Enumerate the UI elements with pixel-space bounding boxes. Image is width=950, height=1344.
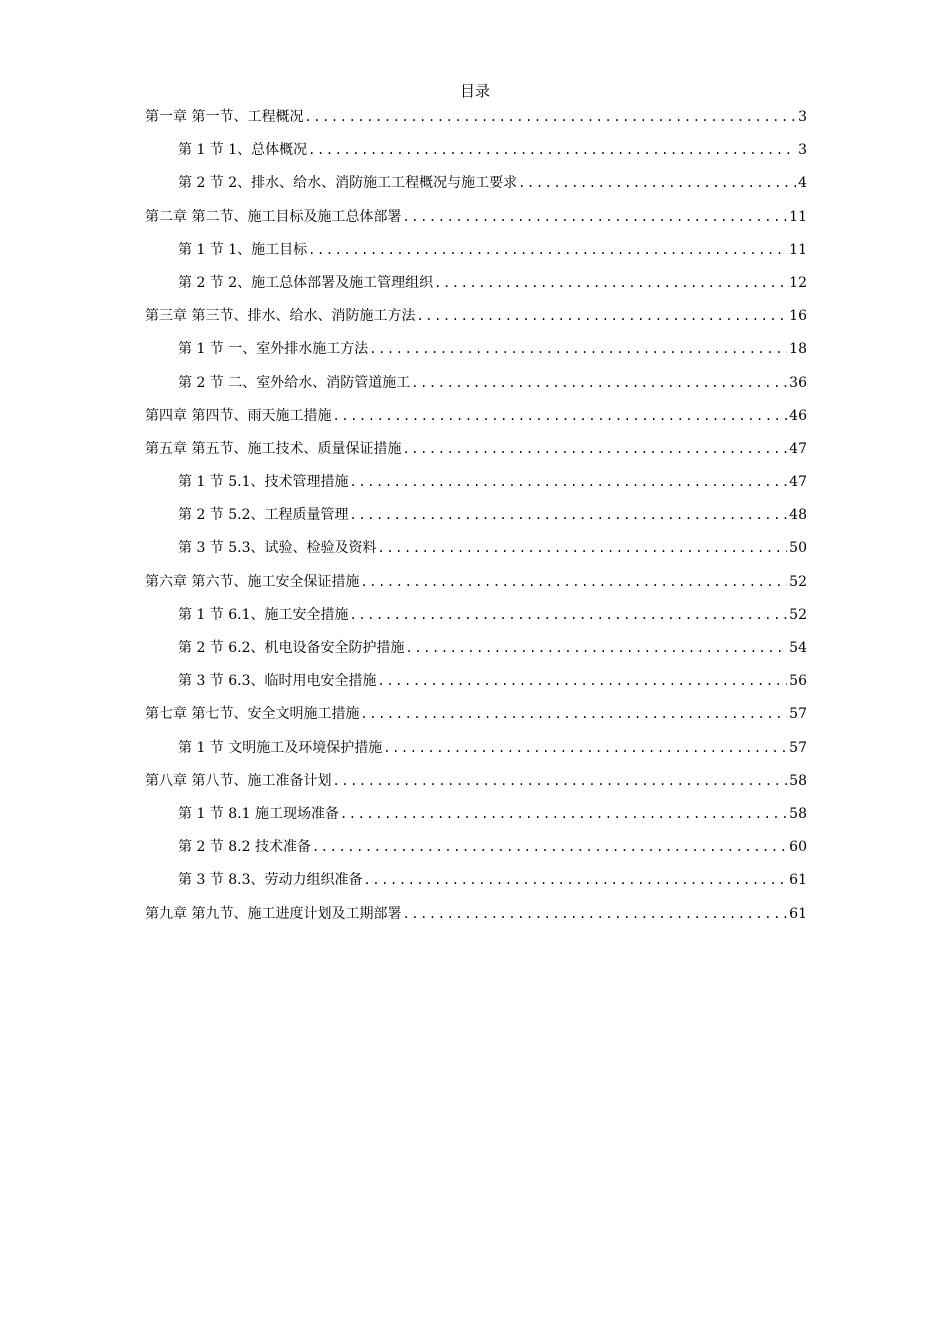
toc-page-number: 12: [789, 274, 807, 291]
toc-chapter-entry[interactable]: [145, 703, 807, 736]
toc-dot-leader: [332, 770, 787, 792]
toc-page-number: 16: [789, 308, 807, 325]
toc-page-number: 60: [789, 839, 807, 856]
toc-entry-text: 第 2 节 6.2、机电设备安全防护措施: [178, 640, 405, 656]
toc-section-entry[interactable]: [145, 803, 807, 836]
toc-section-entry[interactable]: [145, 637, 807, 670]
toc-page-number: 3: [798, 109, 807, 125]
toc-dot-leader: [406, 637, 788, 659]
toc-page-number: 57: [789, 706, 807, 723]
toc-chapter-entry[interactable]: [145, 571, 807, 604]
toc-section-entry[interactable]: [145, 272, 807, 305]
toc-dot-leader: [416, 305, 787, 327]
toc-page-number: 54: [789, 640, 807, 656]
toc-entry-text: 第九章 第九节、施工进度计划及工期部署: [145, 905, 402, 922]
toc-entry-text: 第三章 第三节、排水、给水、消防施工方法: [145, 308, 416, 325]
toc-page-number: 56: [789, 673, 807, 690]
toc-page-number: 47: [789, 440, 807, 457]
toc-dot-leader: [411, 372, 787, 394]
toc-dot-leader: [402, 903, 787, 925]
toc-entry-text: 第 1 节 1、总体概况: [178, 142, 308, 159]
toc-list: [145, 106, 807, 936]
toc-chapter-entry[interactable]: [145, 903, 807, 936]
toc-dot-leader: [369, 338, 787, 360]
toc-title: 目录: [459, 82, 490, 100]
toc-chapter-entry[interactable]: [145, 305, 807, 338]
toc-dot-leader: [402, 438, 787, 460]
toc-dot-leader: [378, 670, 788, 692]
toc-entry-text: 第四章 第四节、雨天施工措施: [145, 407, 332, 424]
toc-page-number: 58: [789, 772, 807, 789]
toc-dot-leader: [308, 239, 787, 261]
toc-page-number: 4: [798, 175, 807, 192]
toc-section-entry[interactable]: [145, 372, 807, 405]
toc-entry-text: 第 1 节 文明施工及环境保护措施: [178, 739, 383, 756]
toc-page-number: 57: [789, 739, 807, 756]
toc-entry-text: 第 1 节 6.1、施工安全措施: [178, 606, 349, 623]
toc-entry-text: 第 1 节 1、施工目标: [178, 241, 308, 258]
toc-section-entry[interactable]: [145, 471, 807, 504]
toc-entry-text: 第 2 节 二、室外给水、消防管道施工: [178, 374, 411, 391]
toc-page-number: 61: [789, 872, 807, 889]
toc-entry-text: 第 3 节 5.3、试验、检验及资料: [178, 540, 377, 557]
toc-section-entry[interactable]: [145, 604, 807, 637]
toc-entry-text: 第 1 节 一、室外排水施工方法: [178, 341, 369, 358]
toc-page-number: 52: [789, 606, 807, 623]
toc-dot-leader: [364, 869, 788, 891]
toc-entry-text: 第 3 节 6.3、临时用电安全措施: [178, 673, 377, 690]
toc-section-entry[interactable]: [145, 836, 807, 869]
toc-page-number: 47: [789, 474, 807, 491]
toc-page-number: 11: [789, 208, 807, 225]
toc-dot-leader: [312, 836, 787, 858]
toc-dot-leader: [434, 272, 787, 294]
toc-dot-leader: [402, 206, 787, 228]
toc-page-number: 58: [789, 805, 807, 822]
toc-entry-text: 第 2 节 2、排水、给水、消防施工工程概况与施工要求: [178, 175, 518, 192]
toc-page-number: 3: [798, 142, 807, 159]
toc-page-number: 36: [789, 374, 807, 391]
toc-section-entry[interactable]: [145, 504, 807, 537]
toc-entry-text: 第二章 第二节、施工目标及施工总体部署: [145, 208, 402, 225]
toc-dot-leader: [332, 405, 787, 427]
toc-dot-leader: [308, 139, 796, 161]
toc-entry-text: 第一章 第一节、工程概况: [145, 109, 304, 125]
toc-entry-text: 第 2 节 8.2 技术准备: [178, 839, 311, 856]
toc-dot-leader: [340, 803, 787, 825]
toc-dot-leader: [378, 537, 788, 559]
toc-page-number: 48: [789, 507, 807, 524]
toc-section-entry[interactable]: [145, 537, 807, 570]
toc-page-number: 46: [789, 407, 807, 424]
toc-dot-leader: [360, 571, 787, 593]
toc-section-entry[interactable]: [145, 139, 807, 172]
toc-section-entry[interactable]: [145, 239, 807, 272]
toc-dot-leader: [304, 106, 796, 128]
toc-entry-text: 第 1 节 5.1、技术管理措施: [178, 474, 349, 491]
toc-page-number: 61: [789, 905, 807, 922]
toc-section-entry[interactable]: [145, 338, 807, 371]
toc-entry-text: 第 2 节 5.2、工程质量管理: [178, 507, 349, 524]
toc-entry-text: 第五章 第五节、施工技术、质量保证措施: [145, 440, 402, 457]
toc-chapter-entry[interactable]: [145, 405, 807, 438]
toc-entry-text: 第 1 节 8.1 施工现场准备: [178, 805, 339, 822]
toc-dot-leader: [383, 737, 787, 759]
toc-page-number: 11: [789, 241, 807, 258]
toc-chapter-entry[interactable]: [145, 770, 807, 803]
toc-entry-text: 第七章 第七节、安全文明施工措施: [145, 706, 360, 723]
toc-page-number: 50: [789, 540, 807, 557]
toc-chapter-entry[interactable]: [145, 206, 807, 239]
toc-dot-leader: [360, 703, 787, 725]
toc-dot-leader: [350, 504, 788, 526]
toc-section-entry[interactable]: [145, 737, 807, 770]
toc-entry-text: 第 3 节 8.3、劳动力组织准备: [178, 872, 363, 889]
toc-page-number: 52: [789, 573, 807, 590]
toc-chapter-entry[interactable]: [145, 106, 807, 139]
toc-entry-text: 第六章 第六节、施工安全保证措施: [145, 573, 360, 590]
toc-section-entry[interactable]: [145, 869, 807, 902]
toc-dot-leader: [350, 604, 788, 626]
toc-entry-text: 第 2 节 2、施工总体部署及施工管理组织: [178, 274, 434, 291]
toc-dot-leader: [350, 471, 788, 493]
toc-entry-text: 第八章 第八节、施工准备计划: [145, 772, 332, 789]
toc-section-entry[interactable]: [145, 172, 807, 205]
toc-dot-leader: [518, 172, 796, 194]
toc-page-number: 18: [789, 341, 807, 358]
toc-section-entry[interactable]: [145, 670, 807, 703]
toc-chapter-entry[interactable]: [145, 438, 807, 471]
